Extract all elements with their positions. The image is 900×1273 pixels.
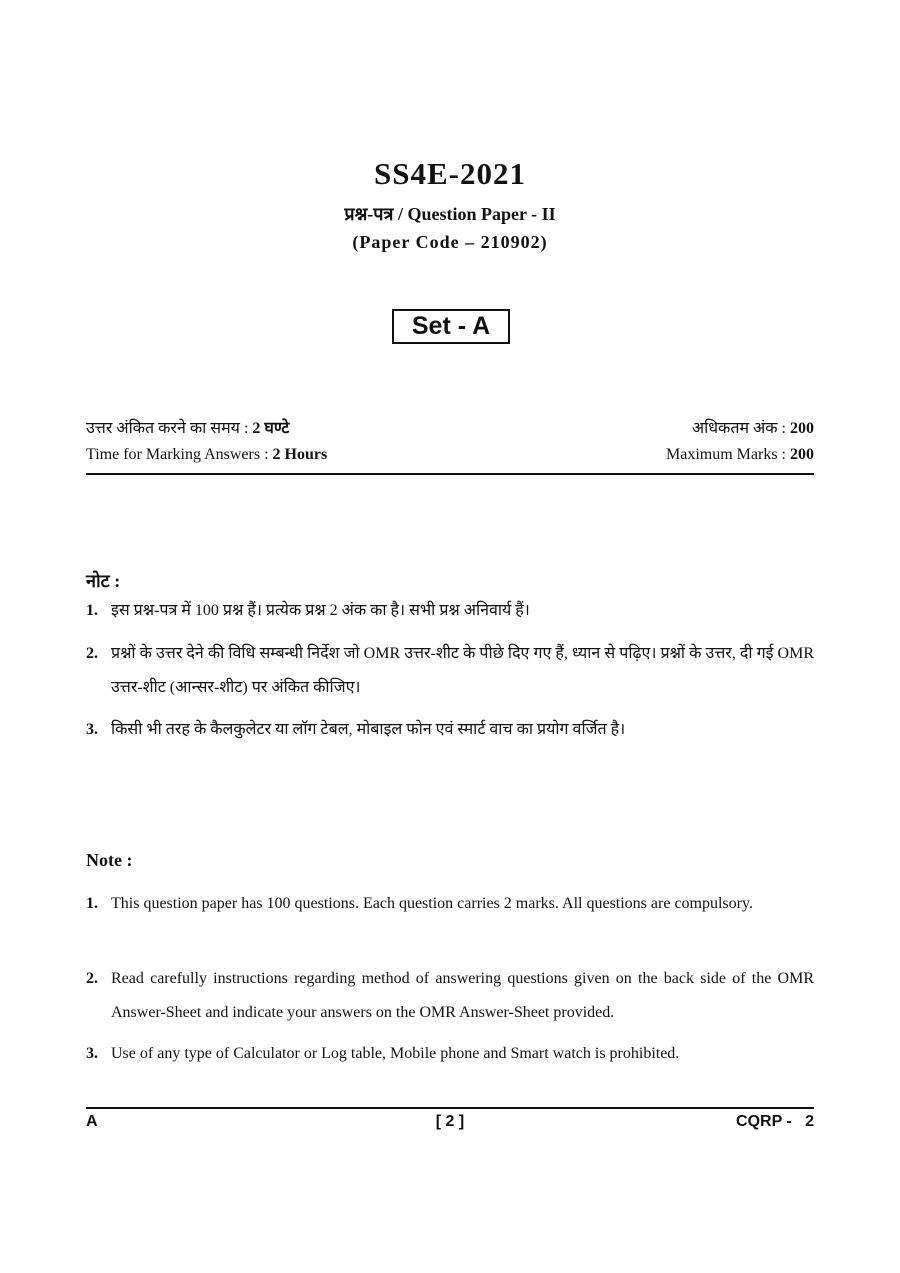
item-number: 3. <box>86 1045 98 1062</box>
header-divider <box>86 473 814 475</box>
time-hindi-value: 2 घण्टे <box>252 420 290 437</box>
time-hindi-label: उत्तर अंकित करने का समय : <box>86 420 253 437</box>
item-number: 1. <box>86 602 98 619</box>
time-hindi <box>86 416 289 438</box>
marks-english-value: 200 <box>790 446 814 463</box>
footer-code: CQRP - 2 <box>736 1113 814 1130</box>
note-english-item <box>86 1037 814 1071</box>
item-number: 3. <box>86 721 98 738</box>
note-english-item <box>86 962 814 1030</box>
item-text: This question paper has 100 questions. Each question carries 2 marks. All questions are compulsory. <box>111 895 753 912</box>
item-number: 2. <box>86 970 98 987</box>
paper-code: (Paper Code – 210902) <box>352 232 548 252</box>
item-text: Read carefully instructions regarding method of answering questions given on the back side of the OMR Answer-Sheet and indicate your answers on the OMR Answer-Sheet provided. <box>111 970 814 1021</box>
item-number: 2. <box>86 645 98 662</box>
note-hindi-heading: नोट : <box>86 571 121 591</box>
time-english <box>86 446 327 464</box>
note-hindi-item <box>86 637 814 705</box>
page-number: [ 2 ] <box>435 1113 465 1130</box>
note-english-item <box>86 887 814 921</box>
time-english-label: Time for Marking Answers : <box>86 446 273 463</box>
note-english-heading: Note : <box>86 850 133 870</box>
note-hindi-item <box>86 713 814 747</box>
footer-divider <box>86 1107 814 1109</box>
marks-hindi-value: 200 <box>790 420 814 437</box>
footer-set-letter: A <box>86 1113 98 1130</box>
item-text: इस प्रश्न-पत्र में 100 प्रश्न हैं। प्रत्येक प्रश्न 2 अंक का है। सभी प्रश्न अनिवार्य हैं। <box>111 602 530 619</box>
item-number: 1. <box>86 895 98 912</box>
item-text: Use of any type of Calculator or Log table, Mobile phone and Smart watch is prohibited. <box>111 1045 680 1062</box>
exam-code: SS4E-2021 <box>374 156 526 191</box>
paper-title: प्रश्न-पत्र / Question Paper - II <box>344 204 556 224</box>
item-text: किसी भी तरह के कैलकुलेटर या लॉग टेबल, मोबाइल फोन एवं स्मार्ट वाच का प्रयोग वर्जित है। <box>111 721 626 738</box>
note-hindi-item <box>86 594 814 628</box>
set-label: Set - A <box>392 309 510 344</box>
time-english-value: 2 Hours <box>272 446 328 463</box>
marks-english <box>666 446 814 464</box>
item-text: प्रश्नों के उत्तर देने की विधि सम्बन्धी निर्देश जो OMR उत्तर-शीट के पीछे दिए गए हैं, ध्यान से पढ़िए। प्रश्नों के उत्तर, दी गई OMR उत्तर-शीट (आन्सर-शीट) पर अंकित कीजिए। <box>111 645 814 696</box>
marks-hindi-label: अधिकतम अंक : <box>691 420 790 437</box>
marks-english-label: Maximum Marks : <box>666 446 790 463</box>
marks-hindi <box>692 416 814 438</box>
